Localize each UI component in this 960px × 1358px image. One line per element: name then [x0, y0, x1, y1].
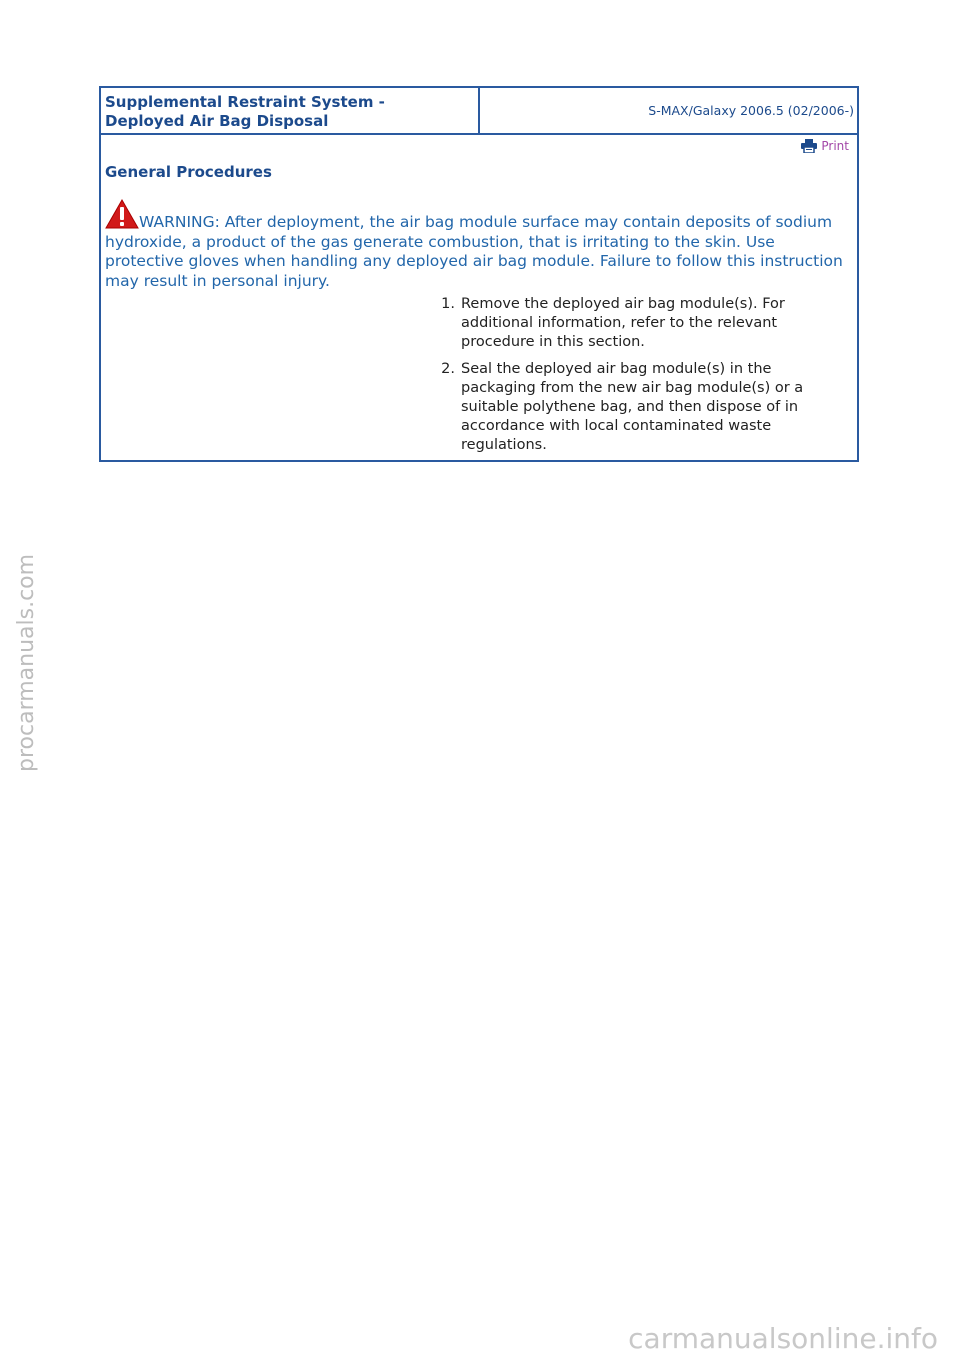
page-title-line-2: Deployed Air Bag Disposal: [105, 111, 329, 130]
printer-icon: [801, 139, 817, 153]
section-heading: General Procedures: [105, 163, 272, 181]
bottom-watermark: carmanualsonline.info: [628, 1322, 938, 1355]
procedure-step: [431, 360, 841, 456]
document-content: [101, 135, 857, 460]
warning-block: [105, 199, 850, 292]
step-text: Seal the deployed air bag module(s) in the packaging from the new air bag module(s) or a suitable polythene bag, and then dispose of in accordance with local contaminated waste regulations.: [461, 360, 804, 454]
vehicle-model-label: S-MAX/Galaxy 2006.5 (02/2006-): [648, 103, 854, 118]
step-number: 1.: [441, 296, 455, 312]
document-header: [101, 88, 857, 135]
print-button[interactable]: [801, 139, 849, 153]
step-number: 2.: [441, 360, 455, 377]
warning-text: WARNING: After deployment, the air bag module surface may contain deposits of sodium hydroxide, a product of the gas generate combustion, that is irritating to the skin. Use protective gloves when handling any deployed air bag module. Failure to follow this instruction may result in personal injury.: [105, 213, 843, 291]
procedure-steps: [431, 295, 841, 463]
page-title: [101, 88, 480, 133]
print-label: Print: [821, 139, 849, 153]
warning-triangle-icon: [105, 199, 139, 229]
step-text: Remove the deployed air bag module(s). For additional information, refer to the relevant procedure in this section.: [461, 296, 785, 351]
document-panel: [99, 86, 859, 462]
page-title-line-1: Supplemental Restraint System -: [105, 93, 385, 111]
procedure-step: [431, 295, 841, 353]
side-watermark: procarmanuals.com: [14, 553, 39, 772]
